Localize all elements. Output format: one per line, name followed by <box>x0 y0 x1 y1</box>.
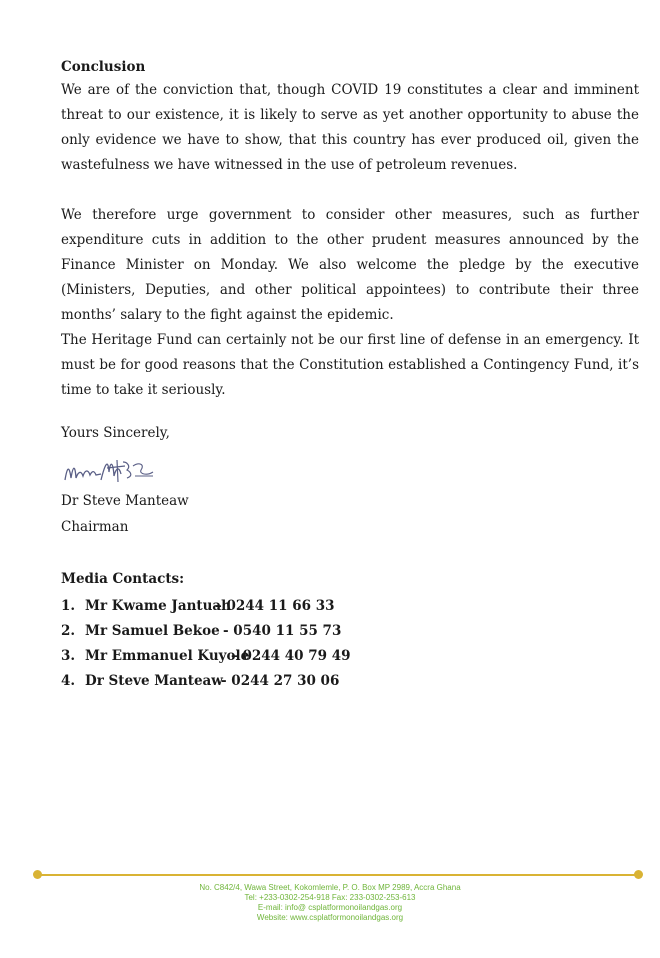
contact-number: 3. <box>61 648 76 664</box>
conclusion-heading: Conclusion <box>61 59 146 75</box>
list-item <box>61 619 639 644</box>
contact-phone: - 0540 11 55 73 <box>223 623 342 639</box>
contact-number: 1. <box>61 598 76 614</box>
footer-rule-left-dot <box>33 870 42 879</box>
signer-name: Dr Steve Manteaw <box>61 493 189 509</box>
contact-name: Mr Samuel Bekoe <box>85 623 220 639</box>
contact-name: Mr Emmanuel Kuyole <box>85 648 250 664</box>
paragraph-2: We therefore urge government to consider other measures, such as further expenditure cuts in addition to the other prudent measures announced by the Finance Minister on Monday. We also welcome the pledge by the executive (Ministers, Deputies, and other political appointees) to contribute their three months’ salary to the fight against the epidemic. <box>61 207 639 323</box>
paragraph-3: The Heritage Fund can certainly not be our first line of defense in an emergency. It must be for good reasons that the Constitution established a Contingency Fund, it’s time to take it seriously. <box>61 332 639 398</box>
list-item <box>61 669 639 694</box>
contact-number: 4. <box>61 673 76 689</box>
closing-salutation: Yours Sincerely, <box>61 425 170 441</box>
contact-phone: – 0244 40 79 49 <box>231 648 351 664</box>
contact-name: Mr Kwame Jantuah <box>85 598 231 614</box>
contact-name: Dr Steve Manteaw <box>85 673 223 689</box>
footer-contact-block <box>0 883 660 923</box>
footer-email: E-mail: info@ csplatformonoilandgas.org <box>257 903 403 912</box>
contact-number: 2. <box>61 623 76 639</box>
media-contacts-list <box>61 594 639 694</box>
footer-rule-right-dot <box>634 870 643 879</box>
signer-title: Chairman <box>61 519 129 535</box>
media-contacts-title: Media Contacts: <box>61 571 185 587</box>
list-item <box>61 644 639 669</box>
letter-body <box>61 56 639 694</box>
footer-rule <box>38 874 638 876</box>
footer-address: No. C842/4, Wawa Street, Kokomlemle, P. O. Box MP 2989, Accra Ghana <box>199 883 461 892</box>
footer-website: Website: www.csplatformonoilandgas.org <box>256 913 404 922</box>
paragraph-1: We are of the conviction that, though COVID 19 constitutes a clear and imminent threat to our existence, it is likely to serve as yet another opportunity to abuse the only evidence we have to show, that this country has ever produced oil, given the wastefulness we have witnessed in the use of petroleum revenues. <box>61 82 639 173</box>
footer-tel-fax: Tel: +233-0302-254-918 Fax: 233-0302-253-613 <box>244 893 416 902</box>
list-item <box>61 594 639 619</box>
contact-phone: - 0244 27 30 06 <box>221 673 340 689</box>
signature-image <box>61 454 161 488</box>
contact-phone: – 0244 11 66 33 <box>215 598 335 614</box>
